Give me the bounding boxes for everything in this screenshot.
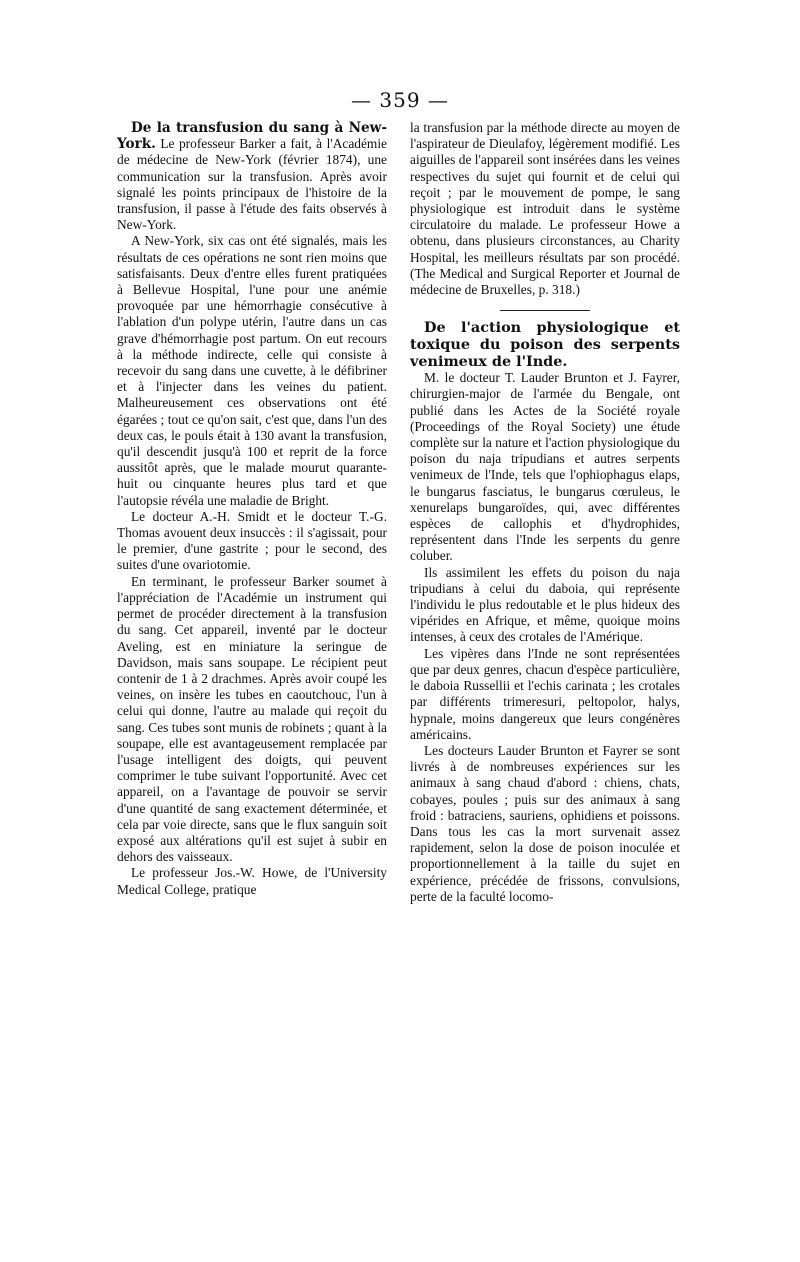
article-paragraph: la transfusion par la méthode directe au moyen de l'aspirateur de Dieulafoy, légèrement modifié. Les aiguilles de l'appareil sont insérées dans les veines respectives du sujet qui fournit et de celui qui reçoit ; par le mouvement de pompe, le sang physiologique est introduit dans le système circulatoire du malade. Le professeur Howe a obtenu, dans plusieurs circonstances, au Charity Hospital, les meilleurs résultats par son procédé. (The Medical and Surgical Reporter et Journal de médecine de Bruxelles, p. 318.) xyxy=(410,120,680,298)
article-paragraph: Les vipères dans l'Inde ne sont représentées que par deux genres, chacun d'espèce particulière, le daboia Russellii et l'echis carinata ; les crotales par différents trimeresuri, peltopolor, halys, hypnale, moins dangereux que leurs congénères américains. xyxy=(410,645,680,742)
article-paragraph: A New-York, six cas ont été signalés, mais les résultats de ces opérations ne sont rien moins que satisfaisants. Deux d'entre elles furent pratiquées à Bellevue Hospital, l'une pour une anémie provoquée par une hémorrhagie consécutive à l'ablation d'un polype utérin, l'autre dans un cas grave d'hémorrhagie post partum. On eut recours à la méthode indirecte, celle qui consiste à recevoir du sang dans une cuvette, à le défibriner et à l'injecter dans les veines du patient. Malheureusement ces observations ont été égarées ; tout ce qu'on sait, c'est que, dans l'un des deux cas, le pouls était à 130 avant la transfusion, qu'il descendit jusqu'à 100 et reprit de la force aussitôt après, que le malade mourut quarante-huit ou cinquante heures plus tard et que l'autopsie révéla une maladie de Bright. xyxy=(117,233,387,508)
article-paragraph: Les docteurs Lauder Brunton et Fayrer se sont livrés à de nombreuses expériences sur les animaux à sang chaud d'abord : chiens, chats, cobayes, poules ; puis sur des animaux à sang froid : batraciens, sauriens, ophidiens et poissons. Dans tous les cas la mort survenait assez rapidement, selon la dose de poison inoculée et proportionnellement à la taille du sujet en expérience, précédée de frissons, convulsions, perte de la faculté locomo- xyxy=(410,742,680,904)
article-paragraph: Le professeur Jos.-W. Howe, de l'University Medical College, pratique xyxy=(117,865,387,897)
right-column xyxy=(410,120,680,905)
article-paragraph xyxy=(117,120,387,233)
paragraph-text: Le professeur Barker a fait, à l'Académie de médecine de New-York (février 1874), une communication sur la transfusion. Après avoir signalé les points principaux de l'histoire de la transfusion, il passe à l'étude des faits observés à New-York. xyxy=(117,136,387,233)
article-divider xyxy=(500,310,590,311)
article-paragraph: En terminant, le professeur Barker soumet à l'appréciation de l'Académie un instrument qui permet de procéder directement à la transfusion du sang. Cet appareil, inventé par le docteur Aveling, est en miniature la seringue de Davidson, mais sans soupape. Le récipient peut contenir de 1 à 2 drachmes. Après avoir coupé les veines, on insère les tubes en caoutchouc, l'un à celui qui donne, l'autre au malade qui reçoit du sang. Ces tubes sont munis de robinets ; quant à la soupape, elle est avantageusement remplacée par l'usage intelligent des doigts, qui peuvent comprimer le tube suivant l'opportunité. Avec cet appareil, on a l'avantage de pouvoir se servir d'une quantité de sang exactement déterminée, et cela par voie directe, sans que le flux sanguin soit exposé aux altérations qu'il est sujet à subir en dehors des vaisseaux. xyxy=(117,573,387,865)
article-paragraph: Le docteur A.-H. Smidt et le docteur T.-G. Thomas avouent deux insuccès : il s'agissait, pour le premier, d'une gastrite ; pour le second, des suites d'une ovariotomie. xyxy=(117,508,387,573)
article-paragraph: Ils assimilent les effets du poison du naja tripudians à celui du daboia, qui représente l'individu le plus redoutable et le plus hideux des vipérides en Afrique, et même, quoique moins intenses, à ceux des crotales de l'Amérique. xyxy=(410,564,680,645)
article-title: De la transfusion du sang à New-York. xyxy=(117,120,387,153)
article-title: De l'action physiologique et toxique du poison des serpents venimeux de l'Inde. xyxy=(410,319,680,371)
page-number: — 359 — xyxy=(351,88,449,112)
left-column xyxy=(117,120,387,898)
article-paragraph: M. le docteur T. Lauder Brunton et J. Fayrer, chirurgien-major de l'armée du Bengale, ont publié dans les Actes de la Société royale (Proceedings of the Royal Society) une étude complète sur la nature et l'action physiologique du poison du naja tripudians et autres serpents venimeux de l'Inde, tels que l'ophiophagus elaps, le bungarus fasciatus, le bungarus cœruleus, le xenurelaps bungaroïdes, qui, avec différentes espèces de callophis et d'hydrophides, représentent dans l'Inde les serpents du genre coluber. xyxy=(410,370,680,564)
